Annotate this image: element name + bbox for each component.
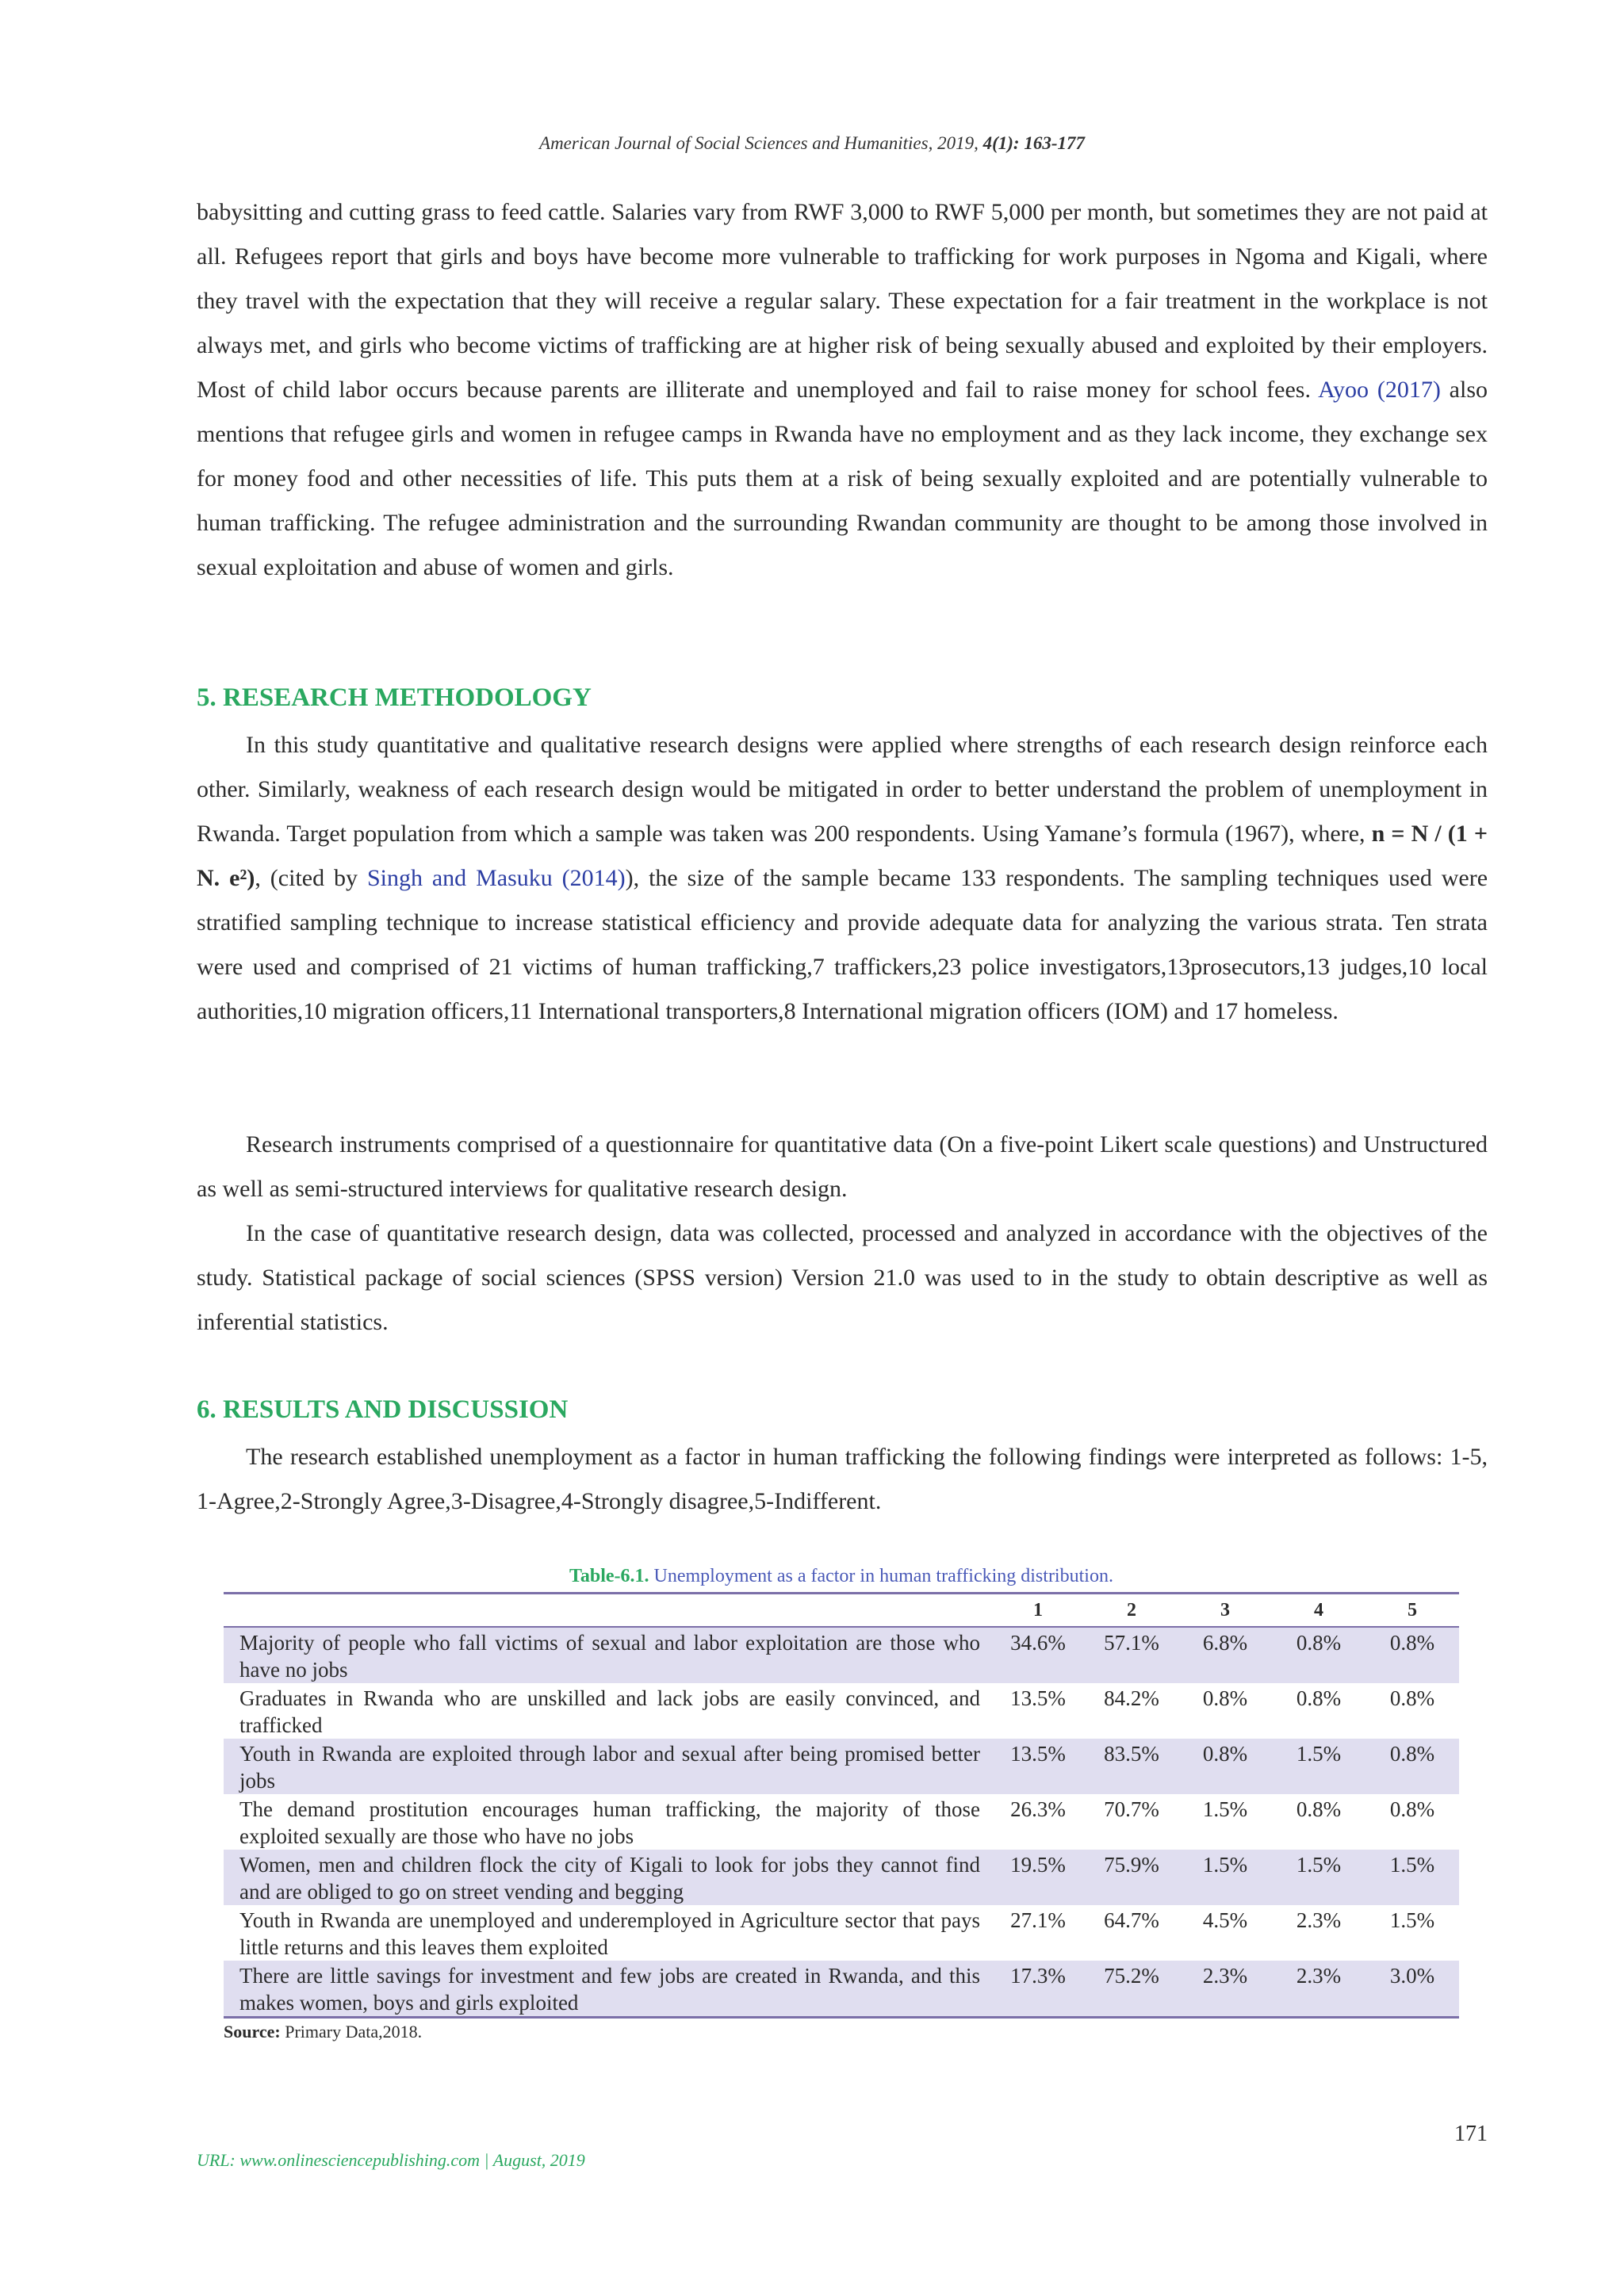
value-cell: 1.5%	[1272, 1850, 1365, 1905]
statement-cell: Graduates in Rwanda who are unskilled and lack jobs are easily convinced, and trafficked	[239, 1686, 980, 1737]
citation-link-ayoo[interactable]: Ayoo (2017)	[1318, 377, 1441, 403]
value-cell: 0.8%	[1272, 1627, 1365, 1683]
table-row	[224, 1961, 1459, 2018]
footer-url[interactable]: URL: www.onlinesciencepublishing.com | August, 2019	[197, 2150, 585, 2170]
section-heading-results: 6. RESULTS AND DISCUSSION	[197, 1395, 569, 1424]
running-header	[0, 133, 1624, 154]
value-cell: 0.8%	[1296, 1686, 1342, 1710]
value-cell: 64.7%	[1104, 1908, 1159, 1932]
statement-cell: Youth in Rwanda are unemployed and underemployed in Agriculture sector that pays little returns and this leaves them exploited	[239, 1908, 980, 1959]
methodology-paragraph-2: Research instruments comprised of a questionnaire for quantitative data (On a five-point Likert scale questions) and Unstructured as well as semi-structured interviews for qualitative research design.	[197, 1131, 1488, 1202]
journal-name: American Journal of Social Sciences and Humanities, 2019,	[539, 133, 983, 153]
value-cell: 1.5%	[1389, 1908, 1435, 1932]
table-row	[224, 1794, 1459, 1850]
page-number: 171	[1454, 2122, 1488, 2146]
value-cell: 0.8%	[1389, 1797, 1435, 1821]
value-cell: 6.8%	[1178, 1627, 1272, 1683]
statement-cell: There are little savings for investment and few jobs are created in Rwanda, and this makes women, boys and girls exploited	[224, 1961, 991, 2018]
table-caption	[224, 1566, 1459, 1587]
value-cell: 0.8%	[1365, 1627, 1459, 1683]
value-cell: 0.8%	[1296, 1797, 1342, 1821]
value-cell: 70.7%	[1104, 1797, 1159, 1821]
methodology-text-2: , (cited by	[255, 865, 367, 891]
methodology-text-1: In this study quantitative and qualitative research designs were applied where strengths of each research design reinforce each other. Similarly, weakness of each research design would be mitigated in order to better understand the problem of unemployment in Rwanda. Target population from which a sample was taken was 200 respondents. Using Yamane’s formula (1967), where,	[197, 732, 1488, 847]
value-cell: 1.5%	[1272, 1739, 1365, 1794]
table-row	[224, 1683, 1459, 1739]
header-cell: 2	[1085, 1594, 1178, 1628]
header-cell: 3	[1178, 1594, 1272, 1628]
unemployment-table	[224, 1592, 1459, 2019]
intro-paragraph	[197, 190, 1488, 590]
statement-cell: Majority of people who fall victims of sexual and labor exploitation are those who have no jobs	[224, 1627, 991, 1683]
table-row	[224, 1627, 1459, 1683]
source-label: Source:	[224, 2022, 281, 2042]
value-cell: 84.2%	[1104, 1686, 1159, 1710]
methodology-paragraph-3: In the case of quantitative research design, data was collected, processed and analyzed in accordance with the objectives of the study. Statistical package of social sciences (SPSS version) Version 21.0 was used to in the study to obtain descriptive as well as inferential statistics.	[197, 1220, 1488, 1335]
value-cell: 13.5%	[1010, 1686, 1066, 1710]
value-cell: 3.0%	[1365, 1961, 1459, 2018]
value-cell: 0.8%	[1202, 1686, 1248, 1710]
value-cell: 57.1%	[1085, 1627, 1178, 1683]
header-cell-statement	[224, 1594, 991, 1628]
table-source-note	[224, 2022, 422, 2042]
value-cell: 17.3%	[991, 1961, 1085, 2018]
methodology-paragraph-1	[197, 723, 1488, 1034]
value-cell: 2.3%	[1178, 1961, 1272, 2018]
value-cell: 4.5%	[1202, 1908, 1248, 1932]
value-cell: 1.5%	[1202, 1797, 1248, 1821]
value-cell: 75.2%	[1085, 1961, 1178, 2018]
value-cell: 26.3%	[1010, 1797, 1066, 1821]
value-cell: 1.5%	[1178, 1850, 1272, 1905]
value-cell: 2.3%	[1272, 1961, 1365, 2018]
intro-text-1: babysitting and cutting grass to feed cattle. Salaries vary from RWF 3,000 to RWF 5,000 per month, but sometimes they are not paid at all. Refugees report that girls and boys have become more vulnerable to trafficking for work purposes in Ngoma and Kigali, where they travel with the expectation that they will receive a regular salary. These expectation for a fair treatment in the workplace is not always met, and girls who become victims of trafficking are at higher risk of being sexually abused and exploited by their employers. Most of child labor occurs because parents are illiterate and unemployed and fail to raise money for school fees.	[197, 199, 1488, 403]
table-row	[224, 1850, 1459, 1905]
journal-volume: 4(1): 163-177	[982, 133, 1085, 153]
table-caption-text: Unemployment as a factor in human trafficking distribution.	[649, 1566, 1113, 1586]
yamane-formula: n = N / (1 + N. e²)	[197, 821, 1488, 891]
value-cell: 75.9%	[1085, 1850, 1178, 1905]
statement-cell: Youth in Rwanda are exploited through labor and sexual after being promised better jobs	[224, 1739, 991, 1794]
results-paragraph-1: The research established unemployment as a factor in human trafficking the following findings were interpreted as follows: 1-5, 1-Agree,2-Strongly Agree,3-Disagree,4-Strongly disagree,5-Indifferent.	[197, 1444, 1488, 1514]
citation-link-singh-masuku[interactable]: Singh and Masuku (2014)	[366, 865, 626, 891]
value-cell: 27.1%	[1010, 1908, 1066, 1932]
header-cell: 5	[1365, 1594, 1459, 1628]
statement-cell: The demand prostitution encourages human trafficking, the majority of those exploited sexually are those who have no jobs	[239, 1797, 980, 1848]
statement-cell: Women, men and children flock the city of Kigali to look for jobs they cannot find and are obliged to go on street vending and begging	[224, 1850, 991, 1905]
value-cell: 0.8%	[1365, 1739, 1459, 1794]
value-cell: 0.8%	[1389, 1686, 1435, 1710]
table-row	[224, 1905, 1459, 1961]
value-cell: 0.8%	[1178, 1739, 1272, 1794]
methodology-text-3: ), the size of the sample became 133 respondents. The sampling techniques used were stratified sampling technique to increase statistical efficiency and provide adequate data for analyzing the various strata. Ten strata were used and comprised of 21 victims of human trafficking,7 traffickers,23 police investigators,13prosecutors,13 judges,10 local authorities,10 migration officers,11 International transporters,8 International migration officers (IOM) and 17 homeless.	[197, 865, 1488, 1024]
value-cell: 19.5%	[991, 1850, 1085, 1905]
header-cell: 4	[1272, 1594, 1365, 1628]
value-cell: 2.3%	[1296, 1908, 1342, 1932]
value-cell: 1.5%	[1365, 1850, 1459, 1905]
table-header-row	[224, 1594, 1459, 1628]
intro-text-2: also mentions that refugee girls and women in refugee camps in Rwanda have no employment and as they lack income, they exchange sex for money food and other necessities of life. This puts them at a risk of being sexually exploited and are potentially vulnerable to human trafficking. The refugee administration and the surrounding Rwandan community are thought to be among those involved in sexual exploitation and abuse of women and girls.	[197, 377, 1488, 580]
table-row	[224, 1739, 1459, 1794]
table-caption-label: Table-6.1.	[569, 1566, 649, 1586]
header-cell: 1	[991, 1594, 1085, 1628]
section-heading-methodology: 5. RESEARCH METHODOLOGY	[197, 683, 592, 712]
value-cell: 34.6%	[991, 1627, 1085, 1683]
value-cell: 13.5%	[991, 1739, 1085, 1794]
source-text: Primary Data,2018.	[280, 2022, 423, 2042]
value-cell: 83.5%	[1085, 1739, 1178, 1794]
